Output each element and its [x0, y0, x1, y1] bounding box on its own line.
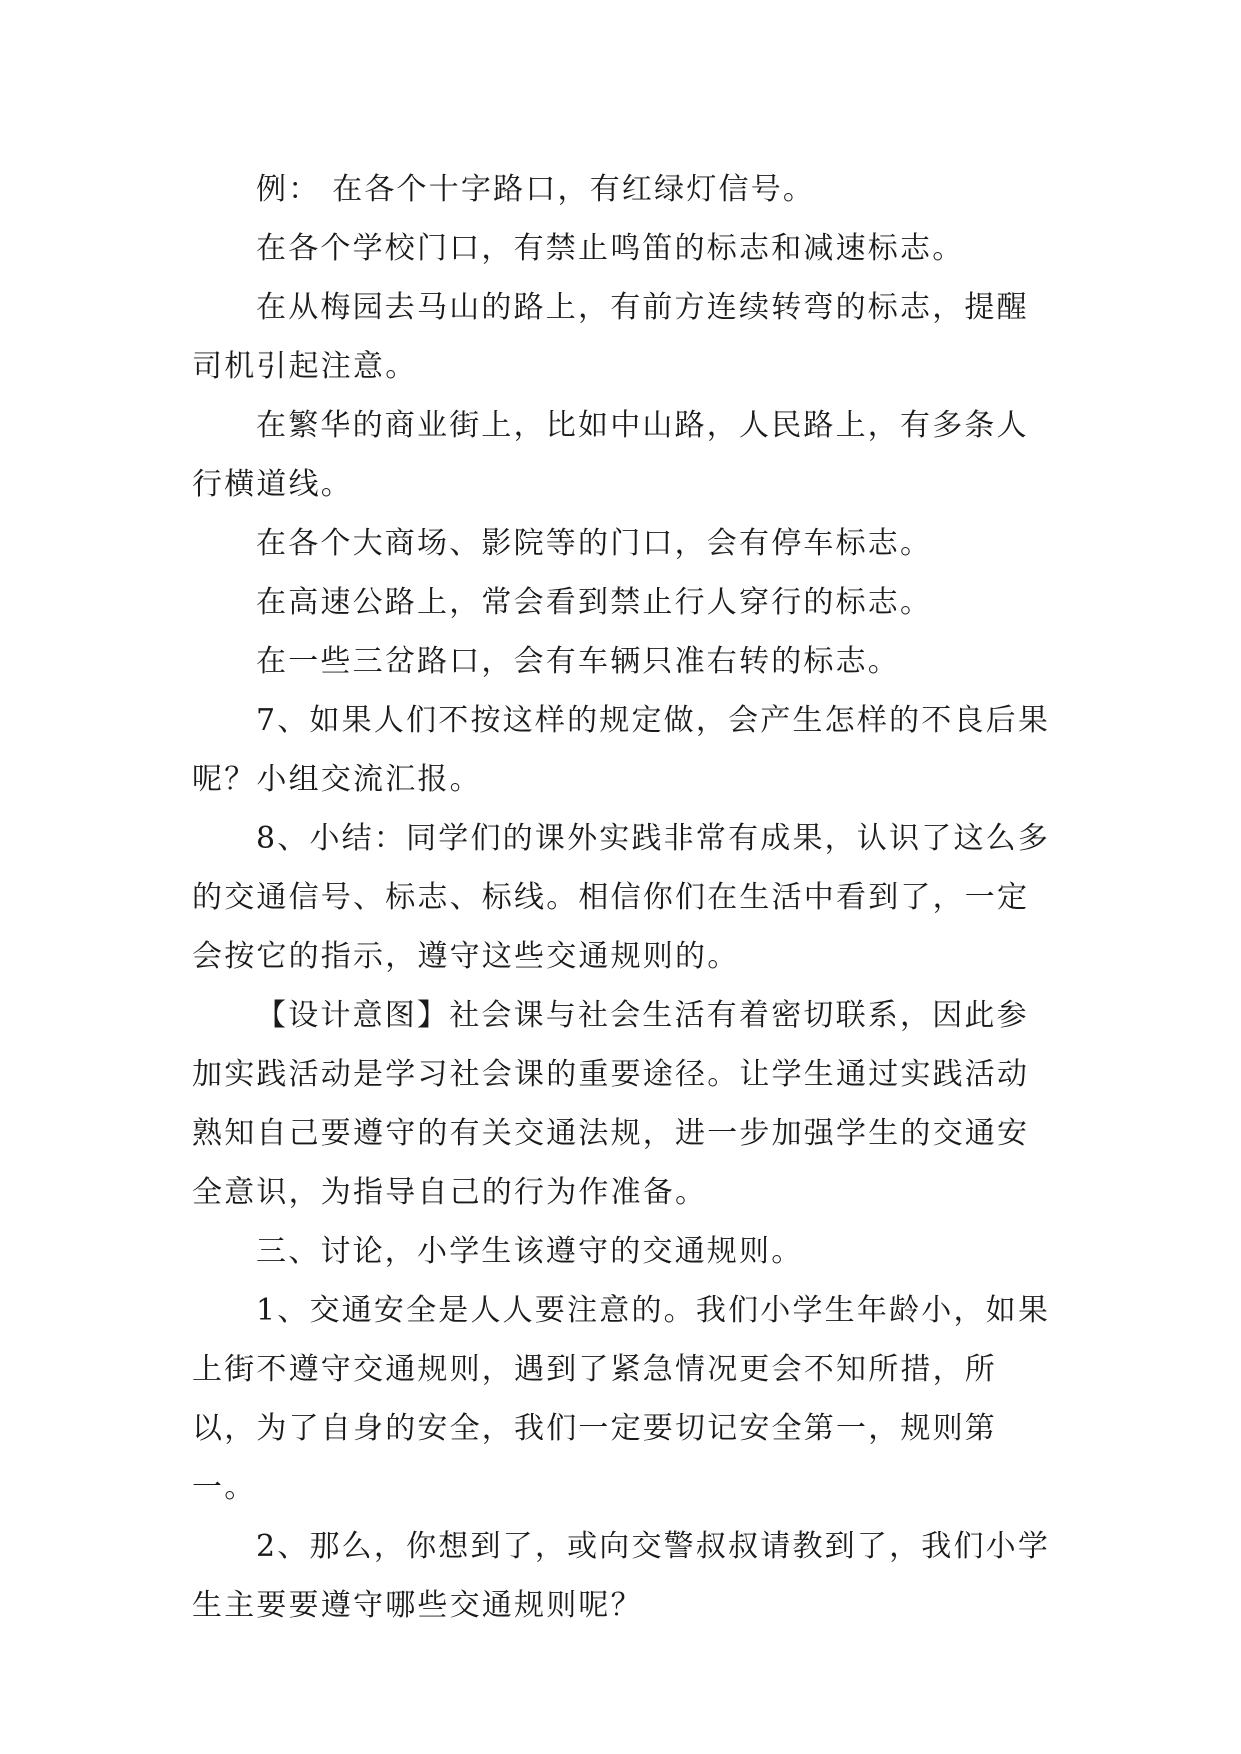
paragraph-item-1-safety: 1、交通安全是人人要注意的。我们小学生年龄小，如果上街不遵守交通规则，遇到了紧急情况更会不知所措，所以，为了自身的安全，我们一定要切记安全第一，规则第一。 [192, 1293, 1051, 1505]
paragraph-commercial-street: 在繁华的商业街上，比如中山路，人民路上，有多条人行横道线。 [192, 408, 1029, 502]
paragraph-item-2-question: 2、那么，你想到了，或向交警叔叔请教到了，我们小学生主要要遵守哪些交通规则呢？ [192, 1529, 1051, 1623]
paragraph-item-8-summary: 8、小结：同学们的课外实践非常有成果，认识了这么多的交通信号、标志、标线。相信你们在生活中看到了，一定会按它的指示，遵守这些交通规则的。 [192, 821, 1051, 974]
paragraph-mall-parking: 在各个大商场、影院等的门口，会有停车标志。 [256, 526, 933, 561]
section-heading-discussion: 三、讨论，小学生该遵守的交通规则。 [256, 1234, 804, 1269]
paragraph-example-intersection: 例： 在各个十字路口，有红绿灯信号。 [256, 172, 816, 207]
paragraph-highway: 在高速公路上，常会看到禁止行人穿行的标志。 [256, 585, 933, 620]
paragraph-three-way: 在一些三岔路口，会有车辆只准右转的标志。 [256, 644, 900, 679]
document-body [192, 160, 1052, 1635]
paragraph-design-intent: 【设计意图】社会课与社会生活有着密切联系，因此参加实践活动是学习社会课的重要途径。让学生通过实践活动熟知自己要遵守的有关交通法规，进一步加强学生的交通安全意识，为指导自己的行为作准备。 [192, 998, 1030, 1210]
paragraph-meiyuan-road: 在从梅园去马山的路上，有前方连续转弯的标志，提醒司机引起注意。 [192, 290, 1029, 384]
paragraph-item-7: 7、如果人们不按这样的规定做，会产生怎样的不良后果呢？小组交流汇报。 [192, 703, 1051, 797]
paragraph-school-gate: 在各个学校门口，有禁止鸣笛的标志和减速标志。 [256, 231, 965, 266]
